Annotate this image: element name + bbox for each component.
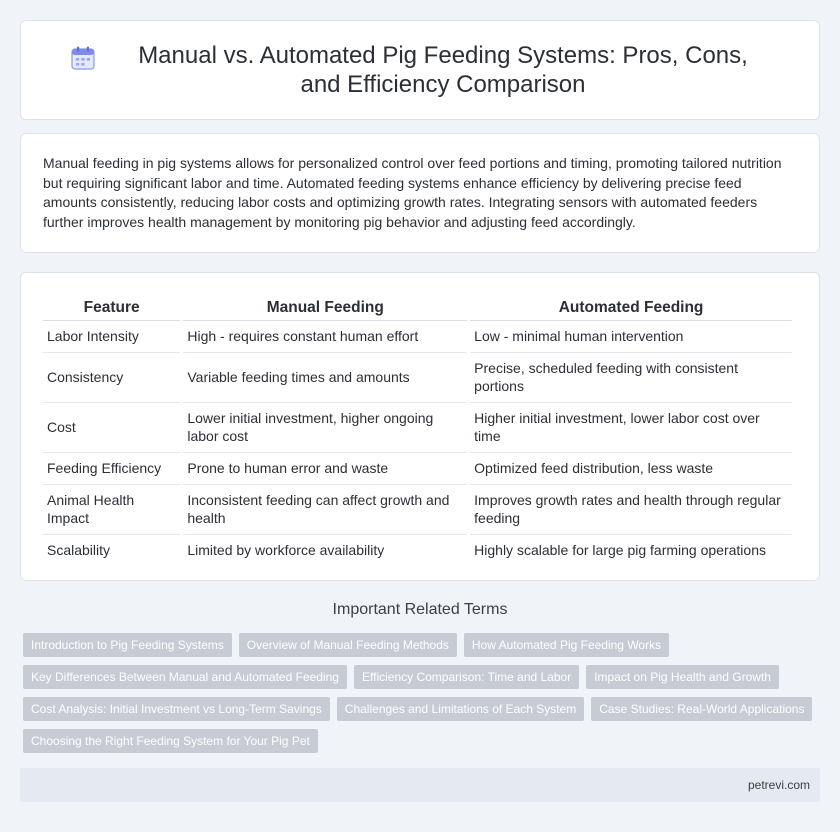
- cell-manual: Limited by workforce availability: [187, 542, 385, 558]
- page-title: Manual vs. Automated Pig Feeding Systems: Pros, Cons, and Efficiency Comparison: [138, 42, 748, 98]
- cell-manual: Lower initial investment, higher ongoing labor cost: [183, 403, 467, 453]
- cell-feature: Feeding Efficiency: [43, 453, 180, 485]
- comparison-card: [20, 272, 820, 581]
- term-tag[interactable]: How Automated Pig Feeding Works: [464, 633, 669, 657]
- cell-feature: Cost: [43, 403, 180, 453]
- table-row: [43, 321, 792, 353]
- calendar-icon: [70, 45, 96, 71]
- term-tag[interactable]: Challenges and Limitations of Each System: [337, 697, 584, 721]
- cell-manual: High - requires constant human effort: [183, 321, 467, 353]
- table-header-row: [43, 297, 792, 321]
- cell-manual: Prone to human error and waste: [183, 453, 467, 485]
- cell-manual: Variable feeding times and amounts: [183, 353, 467, 403]
- cell-automated: Precise, scheduled feeding with consistent portions: [470, 353, 792, 403]
- cell-automated: Improves growth rates and health through regular feeding: [470, 485, 792, 535]
- header-manual-feeding: Manual Feeding: [183, 297, 467, 321]
- footer-bar: [20, 768, 820, 802]
- cell-manual: Inconsistent feeding can affect growth and health: [183, 485, 467, 535]
- term-tag[interactable]: Overview of Manual Feeding Methods: [239, 633, 457, 657]
- cell-feature: Labor Intensity: [43, 321, 180, 353]
- related-terms-list: [23, 633, 823, 761]
- cell-feature: Scalability: [47, 542, 111, 558]
- term-tag[interactable]: Key Differences Between Manual and Automated Feeding: [23, 665, 347, 689]
- title-card: [20, 20, 820, 120]
- term-tag[interactable]: Cost Analysis: Initial Investment vs Long-Term Savings: [23, 697, 330, 721]
- term-tag[interactable]: Efficiency Comparison: Time and Labor: [354, 665, 579, 689]
- term-tag[interactable]: Choosing the Right Feeding System for Your Pig Pet: [23, 729, 318, 753]
- intro-card: [20, 133, 820, 253]
- term-tag[interactable]: Impact on Pig Health and Growth: [586, 665, 779, 689]
- intro-paragraph: Manual feeding in pig systems allows for personalized control over feed portions and timing, promoting tailored nutrition but requiring significant labor and time. Automated feeding systems enhance efficiency by delivering precise feed amounts consistently, reducing labor costs and optimizing growth rates. Integrating sensors with automated feeders further improves health management by monitoring pig behavior and adjusting feed accordingly.: [43, 155, 782, 230]
- header-automated-feeding: Automated Feeding: [470, 297, 792, 321]
- header-feature: Feature: [43, 297, 180, 321]
- site-name: petrevi.com: [747, 778, 810, 792]
- cell-feature: Animal Health Impact: [43, 485, 180, 535]
- cell-feature: Consistency: [43, 353, 180, 403]
- cell-automated: Optimized feed distribution, less waste: [470, 453, 792, 485]
- cell-automated: Low - minimal human intervention: [470, 321, 792, 353]
- term-tag[interactable]: Introduction to Pig Feeding Systems: [23, 633, 232, 657]
- table-row: [43, 485, 792, 535]
- comparison-table: [40, 297, 795, 566]
- term-tag[interactable]: Case Studies: Real-World Applications: [591, 697, 812, 721]
- table-row: [43, 353, 792, 403]
- table-row: [43, 453, 792, 485]
- table-row: [43, 535, 792, 566]
- cell-automated: Highly scalable for large pig farming operations: [474, 542, 766, 558]
- related-terms-heading: Important Related Terms: [332, 601, 508, 618]
- table-row: [43, 403, 792, 453]
- title-wrap: [70, 41, 770, 99]
- cell-automated: Higher initial investment, lower labor cost over time: [470, 403, 792, 453]
